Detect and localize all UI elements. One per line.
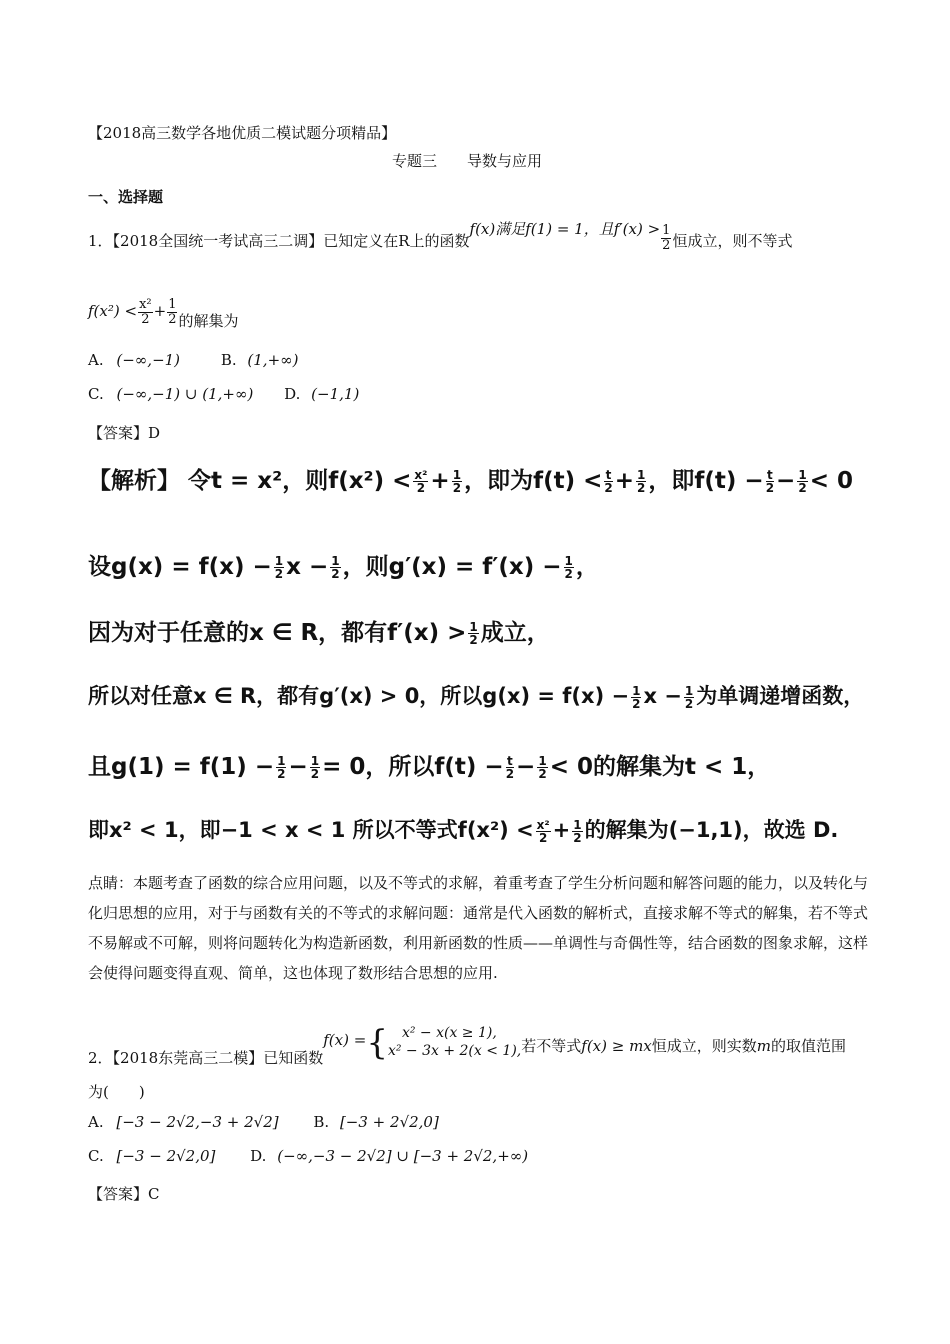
q1-ineq-fraction-1 bbox=[138, 298, 153, 326]
analysis-frac-den: 2 bbox=[573, 830, 582, 845]
q1-option-a-label: A. bbox=[88, 351, 104, 369]
analysis-l6-end: 的解集为(−1,1)，故选 D. bbox=[584, 818, 839, 842]
analysis-frac-num: t bbox=[766, 468, 773, 482]
analysis-l4-end: 为单调递增函数， bbox=[696, 684, 865, 708]
analysis-l2-mid1: x − bbox=[286, 554, 329, 580]
document-header-title: 【2018高三数学各地优质二模试题分项精品】 bbox=[88, 124, 397, 142]
section-heading: 一、选择题 bbox=[88, 188, 164, 206]
analysis-frac-den: 2 bbox=[452, 481, 462, 495]
analysis-l2-prefix: 设g(x) = f(x) − bbox=[88, 554, 272, 580]
analysis-l2-mid2: ，则g′(x) = f′(x) − bbox=[342, 554, 562, 580]
q2-case-1: x² − x(x ≥ 1), bbox=[401, 1025, 497, 1041]
q1-option-b: (1,+∞) bbox=[247, 351, 299, 369]
analysis-frac-num: 1 bbox=[452, 468, 462, 482]
analysis-frac-num: x² bbox=[414, 468, 428, 482]
analysis-frac bbox=[536, 819, 551, 844]
analysis-frac bbox=[468, 621, 478, 646]
analysis-frac-den: 2 bbox=[637, 481, 646, 495]
q2-function-label: f(x) = bbox=[323, 1030, 367, 1049]
q1-option-d: (−1,1) bbox=[311, 385, 360, 403]
analysis-frac bbox=[797, 469, 807, 494]
analysis-frac-den: 2 bbox=[416, 481, 426, 495]
analysis-frac-num: 1 bbox=[684, 683, 694, 698]
q1-ineq-fraction-2 bbox=[167, 298, 177, 326]
analysis-l5-mid1: − bbox=[288, 754, 308, 780]
q2-brace: { bbox=[366, 1022, 388, 1063]
q2-options-row-2 bbox=[88, 1147, 528, 1165]
q2-option-c: [−3 − 2√2,0] bbox=[116, 1147, 216, 1165]
analysis-frac-den: 2 bbox=[505, 767, 515, 781]
analysis-frac bbox=[413, 469, 428, 494]
q2-stem-e: 为( ) bbox=[88, 1083, 145, 1101]
analysis-line-6 bbox=[88, 814, 838, 844]
analysis-frac bbox=[310, 755, 320, 780]
analysis-frac bbox=[631, 685, 641, 710]
q1-stem-line bbox=[88, 220, 793, 256]
analysis-frac-num: 1 bbox=[310, 754, 320, 768]
analysis-frac bbox=[452, 469, 462, 494]
analysis-frac bbox=[564, 555, 574, 580]
analysis-frac-num: 1 bbox=[277, 754, 286, 768]
q1-stem-a: 已知定义在R上的函数 bbox=[323, 232, 470, 251]
analysis-line-2 bbox=[88, 548, 599, 581]
analysis-l6-mid1: + bbox=[552, 818, 571, 842]
q2-stem-b: 若不等式 bbox=[521, 1036, 582, 1055]
analysis-frac-den: 2 bbox=[538, 767, 547, 781]
analysis-l5-mid3: − bbox=[516, 754, 536, 780]
q2-option-a-label: A. bbox=[88, 1113, 104, 1131]
analysis-frac-den: 2 bbox=[684, 696, 694, 711]
analysis-l6-prefix: 即x² < 1，即−1 < x < 1 所以不等式f(x²) < bbox=[88, 818, 534, 842]
q1-answer: 【答案】D bbox=[88, 424, 161, 442]
analysis-l4-mid1: x − bbox=[643, 684, 682, 708]
q2-stem-c: 恒成立，则实数 bbox=[651, 1036, 757, 1055]
q1-options-row-1 bbox=[88, 351, 299, 369]
analysis-line-5 bbox=[88, 748, 770, 781]
analysis-l3-end: 成立， bbox=[480, 620, 550, 646]
analysis-frac-den: 2 bbox=[604, 481, 613, 495]
q1-options-row-2 bbox=[88, 385, 359, 403]
q1-ineq-f2-denominator: 2 bbox=[168, 311, 177, 327]
q1-option-b-label: B. bbox=[220, 351, 237, 369]
q1-source: 【2018全国统一考试高三二调】 bbox=[112, 232, 324, 251]
q1-option-c: (−∞,−1) ∪ (1,+∞) bbox=[116, 385, 254, 403]
q2-stem-a: 已知函数 bbox=[263, 1048, 324, 1067]
analysis-frac bbox=[604, 469, 612, 494]
q1-option-d-label: D. bbox=[284, 385, 301, 403]
analysis-frac-den: 2 bbox=[798, 481, 807, 495]
analysis-frac-num: t bbox=[605, 468, 612, 482]
analysis-frac-num: t bbox=[506, 754, 513, 768]
q1-option-a: (−∞,−1) bbox=[116, 351, 181, 369]
analysis-frac-den: 2 bbox=[274, 567, 284, 581]
q2-number: 2． bbox=[88, 1048, 113, 1067]
analysis-frac-den: 2 bbox=[277, 767, 286, 781]
analysis-frac-num: 1 bbox=[573, 817, 582, 832]
document-subtitle: 专题三 导数与应用 bbox=[392, 152, 543, 170]
analysis-frac bbox=[276, 755, 286, 780]
analysis-frac bbox=[766, 469, 774, 494]
q1-stem-b: 恒成立，则不等式 bbox=[672, 232, 793, 251]
q2-option-b-label: B. bbox=[313, 1113, 330, 1131]
analysis-frac-num: 1 bbox=[274, 554, 284, 568]
analysis-l3-prefix: 因为对于任意的x ∈ R，都有f′(x) > bbox=[88, 620, 467, 646]
q1-number: 1． bbox=[88, 232, 113, 251]
analysis-l1-prefix: 【解析】 令t = x²，则f(x²) < bbox=[88, 468, 412, 494]
analysis-line-1: 【解析】 令t = x²，则f(x²) < $\frac{\text{x²}}{2}$ + $\frac{1}{2}$ ，即为f(t) < $\frac{t}{2}$ + $\frac{1}{2}$ ，即f(t) − $\frac{t}{2}$ − $\frac{1}{2}$ < 0 bbox=[88, 468, 853, 495]
q2-option-d: (−∞,−3 − 2√2] ∪ [−3 + 2√2,+∞) bbox=[277, 1147, 529, 1165]
q2-piecewise bbox=[388, 1025, 521, 1060]
analysis-frac-den: 2 bbox=[469, 633, 478, 647]
q2-case-2: x² − 3x + 2(x < 1), bbox=[387, 1042, 522, 1059]
q2-option-c-label: C. bbox=[88, 1147, 104, 1165]
q2-option-d-label: D. bbox=[250, 1147, 267, 1165]
q2-var-m: m bbox=[756, 1036, 772, 1055]
analysis-l1-end: < 0 bbox=[809, 468, 853, 494]
analysis-frac-den: 2 bbox=[331, 567, 340, 581]
analysis-frac-den: 2 bbox=[765, 481, 775, 495]
analysis-l2-end: ， bbox=[575, 554, 599, 580]
q2-inequality: f(x) ≥ mx bbox=[581, 1036, 652, 1055]
analysis-l1-mid1: ，即为f(t) < bbox=[464, 468, 603, 494]
analysis-frac-num: 1 bbox=[632, 683, 641, 698]
q1-ineq-f1-denominator: 2 bbox=[141, 311, 150, 327]
q1-ineq-f2-numerator: 1 bbox=[168, 297, 177, 312]
analysis-frac bbox=[684, 685, 694, 710]
analysis-frac bbox=[330, 555, 340, 580]
q2-source: 【2018东莞高三二模】 bbox=[112, 1048, 264, 1067]
analysis-line-3 bbox=[88, 614, 550, 647]
analysis-line-4 bbox=[88, 680, 864, 710]
analysis-frac-num: 1 bbox=[637, 468, 646, 482]
analysis-frac-num: 1 bbox=[331, 554, 340, 568]
q1-ineq-f1-numerator: x² bbox=[139, 297, 152, 312]
analysis-frac bbox=[274, 555, 284, 580]
q2-options-row-1 bbox=[88, 1113, 439, 1131]
analysis-frac-num: 1 bbox=[538, 754, 547, 768]
analysis-l5-prefix: 且g(1) = f(1) − bbox=[88, 754, 275, 780]
analysis-frac bbox=[572, 819, 582, 844]
q2-answer: 【答案】C bbox=[88, 1185, 160, 1203]
analysis-frac bbox=[506, 755, 514, 780]
analysis-frac-den: 2 bbox=[538, 830, 548, 845]
analysis-l5-mid2: = 0，所以f(t) − bbox=[322, 754, 504, 780]
analysis-frac bbox=[636, 469, 646, 494]
q1-cond-numerator: 1 bbox=[662, 223, 671, 238]
comment-paragraph: 点睛：本题考查了函数的综合应用问题，以及不等式的求解，着重考查了学生分析问题和解答问题的能力，以及转化与化归思想的应用，对于与函数有关的不等式的求解问题：通常是代入函数的解析式，直接求解不等式的解集，若不等式不易解或不可解，则将问题转化为构造新函数，利用新函数的性质——单调性与奇偶性等，结合函数的图象求解，这样会使得问题变得直观、简单，这也体现了数形结合思想的应用. bbox=[88, 874, 869, 982]
q2-stem-line bbox=[88, 1022, 847, 1067]
analysis-frac bbox=[537, 755, 547, 780]
analysis-frac-num: 1 bbox=[564, 554, 573, 568]
analysis-frac-num: 1 bbox=[798, 468, 807, 482]
analysis-frac-den: 2 bbox=[310, 767, 320, 781]
analysis-l4-prefix: 所以对任意x ∈ R，都有g′(x) > 0，所以g(x) = f(x) − bbox=[88, 684, 630, 708]
analysis-frac-den: 2 bbox=[564, 567, 573, 581]
analysis-frac-num: x² bbox=[536, 817, 550, 832]
q1-cond-denominator: 2 bbox=[662, 237, 671, 253]
q1-inequality-line bbox=[88, 297, 239, 331]
q1-condition: f(x)满足f(1) = 1，且f′(x) > bbox=[469, 220, 661, 239]
analysis-frac-den: 2 bbox=[632, 696, 641, 711]
q1-ineq-plus: + bbox=[153, 302, 167, 321]
q2-stem-d: 的取值范围 bbox=[771, 1036, 847, 1055]
q1-inequality-lhs: f(x²) < bbox=[88, 302, 138, 321]
analysis-l5-end: < 0的解集为t < 1， bbox=[549, 754, 771, 780]
q2-option-a: [−3 − 2√2,−3 + 2√2] bbox=[116, 1113, 279, 1131]
analysis-frac-num: 1 bbox=[469, 620, 478, 634]
q1-stem-c: 的解集为 bbox=[178, 312, 239, 331]
q1-condition-fraction bbox=[661, 224, 671, 252]
q1-option-c-label: C. bbox=[88, 385, 104, 403]
analysis-l1-mid2: ，即f(t) − bbox=[648, 468, 764, 494]
q2-option-b: [−3 + 2√2,0] bbox=[339, 1113, 439, 1131]
